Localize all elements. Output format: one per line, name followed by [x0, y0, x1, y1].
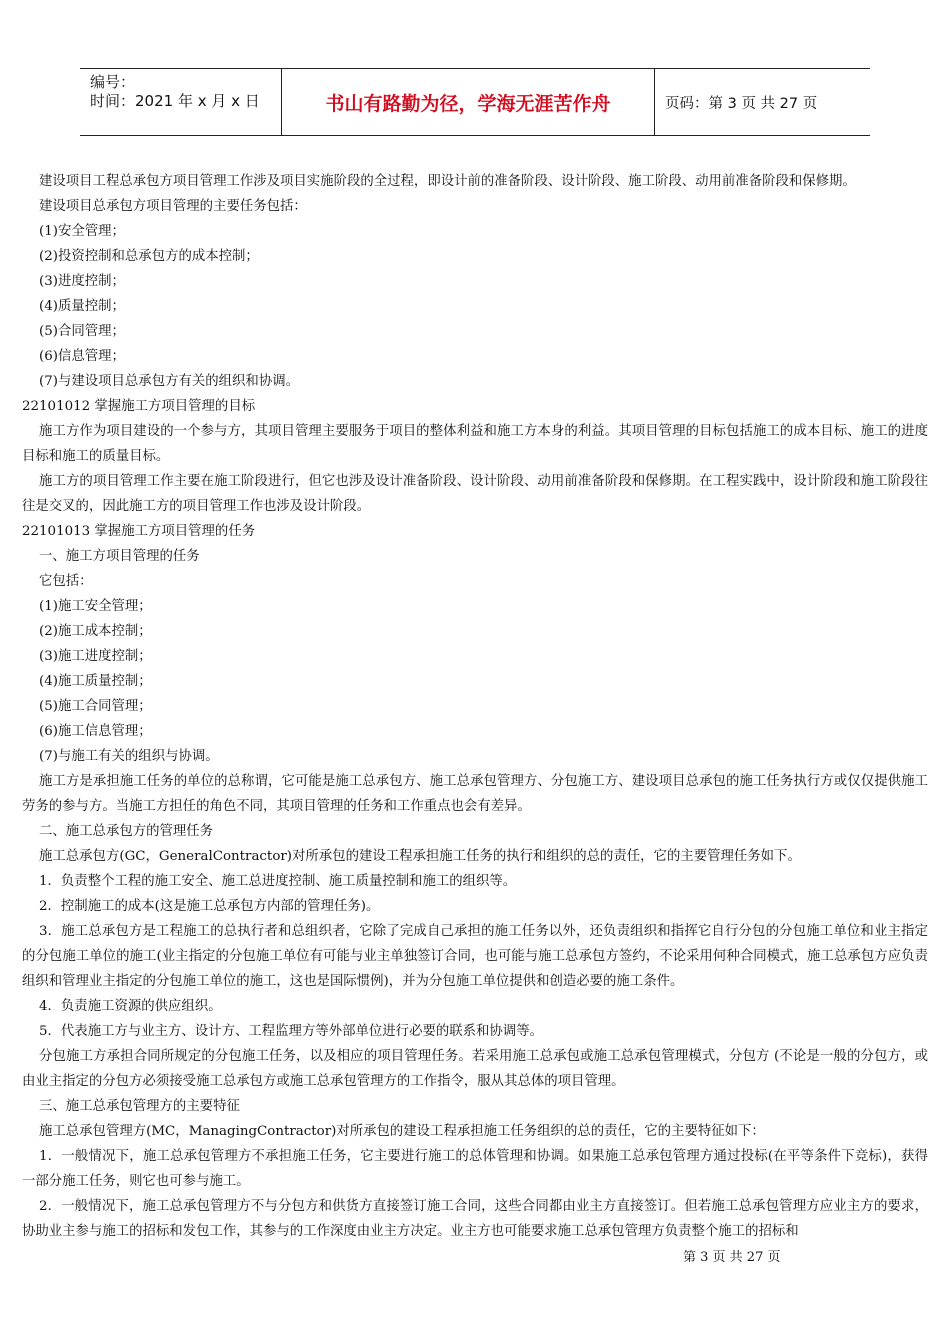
body-paragraph: 二、施工总承包方的管理任务 — [39, 824, 214, 839]
body-paragraph: 5．代表施工方与业主方、设计方、工程监理方等外部单位进行必要的联系和协调等。 — [39, 1024, 543, 1039]
body-paragraph: 三、施工总承包管理方的主要特征 — [39, 1099, 240, 1114]
body-paragraph: (2)投资控制和总承包方的成本控制； — [39, 249, 259, 264]
body-paragraph: (1)施工安全管理； — [39, 599, 152, 614]
header-page-number: 页码：第 3 页 共 27 页 — [665, 95, 818, 112]
body-paragraph: (3)进度控制； — [39, 274, 125, 289]
body-paragraph: 施工总承包方(GC，GeneralContractor)对所承包的建设工程承担施工任务的执行和组织的总的责任，它的主要管理任务如下。 — [39, 849, 801, 864]
body-paragraph: 3．施工总承包方是工程施工的总执行者和总组织者，它除了完成自己承担的施工任务以外，还负责组织和指挥它自行分包的分包施工单位和业主指定的分包施工单位的施工(业主指定的分包施工单位有可能与业主单独签订合同，也可能与施工总承包方签约，不论采用何种合同模式，施工总承包方应负责组织和管理业主指定的分包施工单位的施工，这也是国际惯例)，并为分包施工单位提供和创造必要的施工条件。 — [22, 924, 928, 989]
body-paragraph: (2)施工成本控制； — [39, 624, 152, 639]
body-paragraph: 2．控制施工的成本(这是施工总承包方内部的管理任务)。 — [39, 899, 380, 914]
body-paragraph: 施工方的项目管理工作主要在施工阶段进行，但它也涉及设计准备阶段、设计阶段、动用前准备阶段和保修期。在工程实践中，设计阶段和施工阶段往往是交叉的，因此施工方的项目管理工作也涉及设计阶段。 — [22, 474, 928, 514]
body-paragraph: (7)与建设项目总承包方有关的组织和协调。 — [39, 374, 299, 389]
body-paragraph: 1．负责整个工程的施工安全、施工总进度控制、施工质量控制和施工的组织等。 — [39, 874, 517, 889]
section-heading: 22101012 掌握施工方项目管理的目标 — [22, 399, 256, 414]
body-paragraph: (1)安全管理； — [39, 224, 125, 239]
body-paragraph: 1．一般情况下，施工总承包管理方不承担施工任务，它主要进行施工的总体管理和协调。如果施工总承包管理方通过投标(在平等条件下竞标)，获得一部分施工任务，则它也可参与施工。 — [22, 1149, 928, 1189]
header-meta — [80, 69, 281, 135]
page-header — [80, 68, 870, 136]
document-body — [22, 169, 928, 1244]
body-paragraph: 4．负责施工资源的供应组织。 — [39, 999, 222, 1014]
body-paragraph: (5)施工合同管理； — [39, 699, 152, 714]
body-paragraph: 建设项目工程总承包方项目管理工作涉及项目实施阶段的全过程，即设计前的准备阶段、设计阶段、施工阶段、动用前准备阶段和保修期。 — [39, 174, 856, 189]
body-paragraph: 它包括： — [39, 574, 93, 589]
body-paragraph: (6)信息管理； — [39, 349, 125, 364]
section-heading: 22101013 掌握施工方项目管理的任务 — [22, 524, 256, 539]
body-paragraph: (7)与施工有关的组织与协调。 — [39, 749, 219, 764]
body-paragraph: (3)施工进度控制； — [39, 649, 152, 664]
page-footer: 第 3 页 共 27 页 — [683, 1250, 781, 1265]
body-paragraph: 施工总承包管理方(MC，ManagingContractor)对所承包的建设工程承担施工任务组织的总的责任，它的主要特征如下： — [39, 1124, 765, 1139]
document-date-label: 时间：2021 年 x 月 x 日 — [90, 92, 260, 110]
body-paragraph: 2．一般情况下，施工总承包管理方不与分包方和供货方直接签订施工合同，这些合同都由业主方直接签订。但若施工总承包管理方应业主方的要求，协助业主参与施工的招标和发包工作，其参与的工作深度由业主方决定。业主方也可能要求施工总承包管理方负责整个施工的招标和 — [22, 1199, 928, 1239]
document-number-label: 编号： — [90, 73, 136, 91]
body-paragraph: 建设项目总承包方项目管理的主要任务包括： — [39, 199, 307, 214]
body-paragraph: 施工方作为项目建设的一个参与方，其项目管理主要服务于项目的整体利益和施工方本身的利益。其项目管理的目标包括施工的成本目标、施工的进度目标和施工的质量目标。 — [22, 424, 928, 464]
body-paragraph: 分包施工方承担合同所规定的分包施工任务，以及相应的项目管理任务。若采用施工总承包或施工总承包管理模式，分包方 (不论是一般的分包方，或由业主指定的分包方必须接受施工总承包方或施工总承包管理方的工作指令，服从其总体的项目管理。 — [22, 1049, 928, 1089]
body-paragraph: (4)施工质量控制； — [39, 674, 152, 689]
body-paragraph: (5)合同管理； — [39, 324, 125, 339]
body-paragraph: 施工方是承担施工任务的单位的总称谓，它可能是施工总承包方、施工总承包管理方、分包施工方、建设项目总承包的施工任务执行方或仅仅提供施工劳务的参与方。当施工方担任的角色不同，其项目管理的任务和工作重点也会有差异。 — [22, 774, 928, 814]
header-motto: 书山有路勤为径，学海无涯苦作舟 — [325, 92, 611, 115]
body-paragraph: (4)质量控制； — [39, 299, 125, 314]
body-paragraph: 一、施工方项目管理的任务 — [39, 549, 200, 564]
body-paragraph: (6)施工信息管理； — [39, 724, 152, 739]
